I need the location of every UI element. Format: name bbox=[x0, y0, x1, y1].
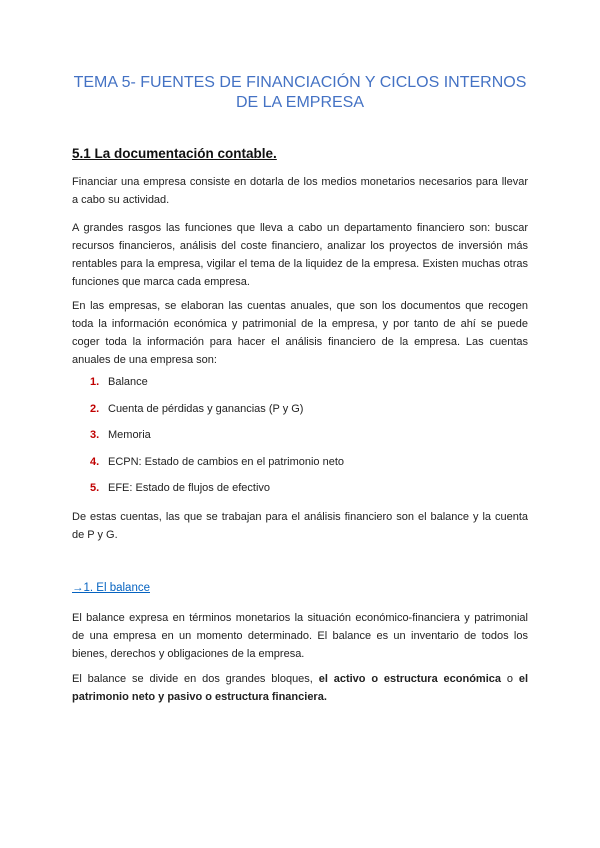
list-number: 4. bbox=[90, 455, 100, 468]
list-item bbox=[90, 401, 344, 428]
section-heading: 5.1 La documentación contable. bbox=[72, 146, 277, 161]
list-number: 2. bbox=[90, 402, 100, 415]
list-text: Memoria bbox=[108, 429, 151, 441]
list-text: ECPN: Estado de cambios en el patrimonio neto bbox=[108, 455, 345, 468]
list-text: Balance bbox=[108, 376, 148, 388]
paragraph-balance-bloques bbox=[72, 670, 528, 706]
title-line-1: TEMA 5- FUENTES DE FINANCIACIÓN Y CICLOS INTERNOS bbox=[73, 74, 527, 91]
balance-subheading-link[interactable]: →1. El balance bbox=[72, 582, 150, 594]
paragraph-analisis: De estas cuentas, las que se trabajan para el análisis financiero son el balance y la cuenta de P y G. bbox=[72, 511, 528, 541]
paragraph-financiar: Financiar una empresa consiste en dotarla de los medios monetarios necesarios para llevar a cabo su actividad. bbox=[72, 176, 528, 206]
paragraph-cuentas-anuales: En las empresas, se elaboran las cuentas anuales, que son los documentos que recogen toda la información económica y patrimonial de la empresa, y por tanto de ahí se puede coger toda la información para hacer el análisis financiero de la empresa. Las cuentas anuales de una empresa son: bbox=[72, 300, 528, 366]
list-item bbox=[90, 427, 344, 454]
list-number: 1. bbox=[90, 376, 100, 388]
paragraph-text: El balance se divide en dos grandes bloques, bbox=[72, 673, 319, 685]
list-text: Cuenta de pérdidas y ganancias (P y G) bbox=[108, 402, 304, 415]
list-item bbox=[90, 480, 344, 507]
paragraph-text: o bbox=[501, 673, 519, 685]
list-number: 5. bbox=[90, 482, 100, 494]
document-title bbox=[60, 73, 540, 113]
list-item bbox=[90, 374, 344, 401]
bold-activo: el activo o estructura económica bbox=[318, 673, 502, 685]
list-number: 3. bbox=[90, 429, 100, 441]
list-item bbox=[90, 454, 344, 481]
list-text: EFE: Estado de flujos de efectivo bbox=[108, 482, 271, 494]
paragraph-funciones: A grandes rasgos las funciones que lleva a cabo un departamento financiero son: buscar recursos financieros, análisis del coste financiero, analizar los proyectos de inversión más rentables para la empresa, vigilar el tema de la liquidez de la empresa. Existen muchas otras funciones que marca cada empresa. bbox=[72, 222, 528, 288]
bold-patrimonio: el patrimonio neto y pasivo o estructura financiera. bbox=[72, 673, 529, 703]
title-line-2: DE LA EMPRESA bbox=[235, 94, 365, 111]
annual-accounts-list bbox=[90, 374, 344, 507]
paragraph-balance-definicion: El balance expresa en términos monetarios la situación económico-financiera y patrimonial de una empresa en un momento determinado. El balance es un inventario de todos los bienes, derechos y obligaciones de la empresa. bbox=[72, 612, 528, 660]
